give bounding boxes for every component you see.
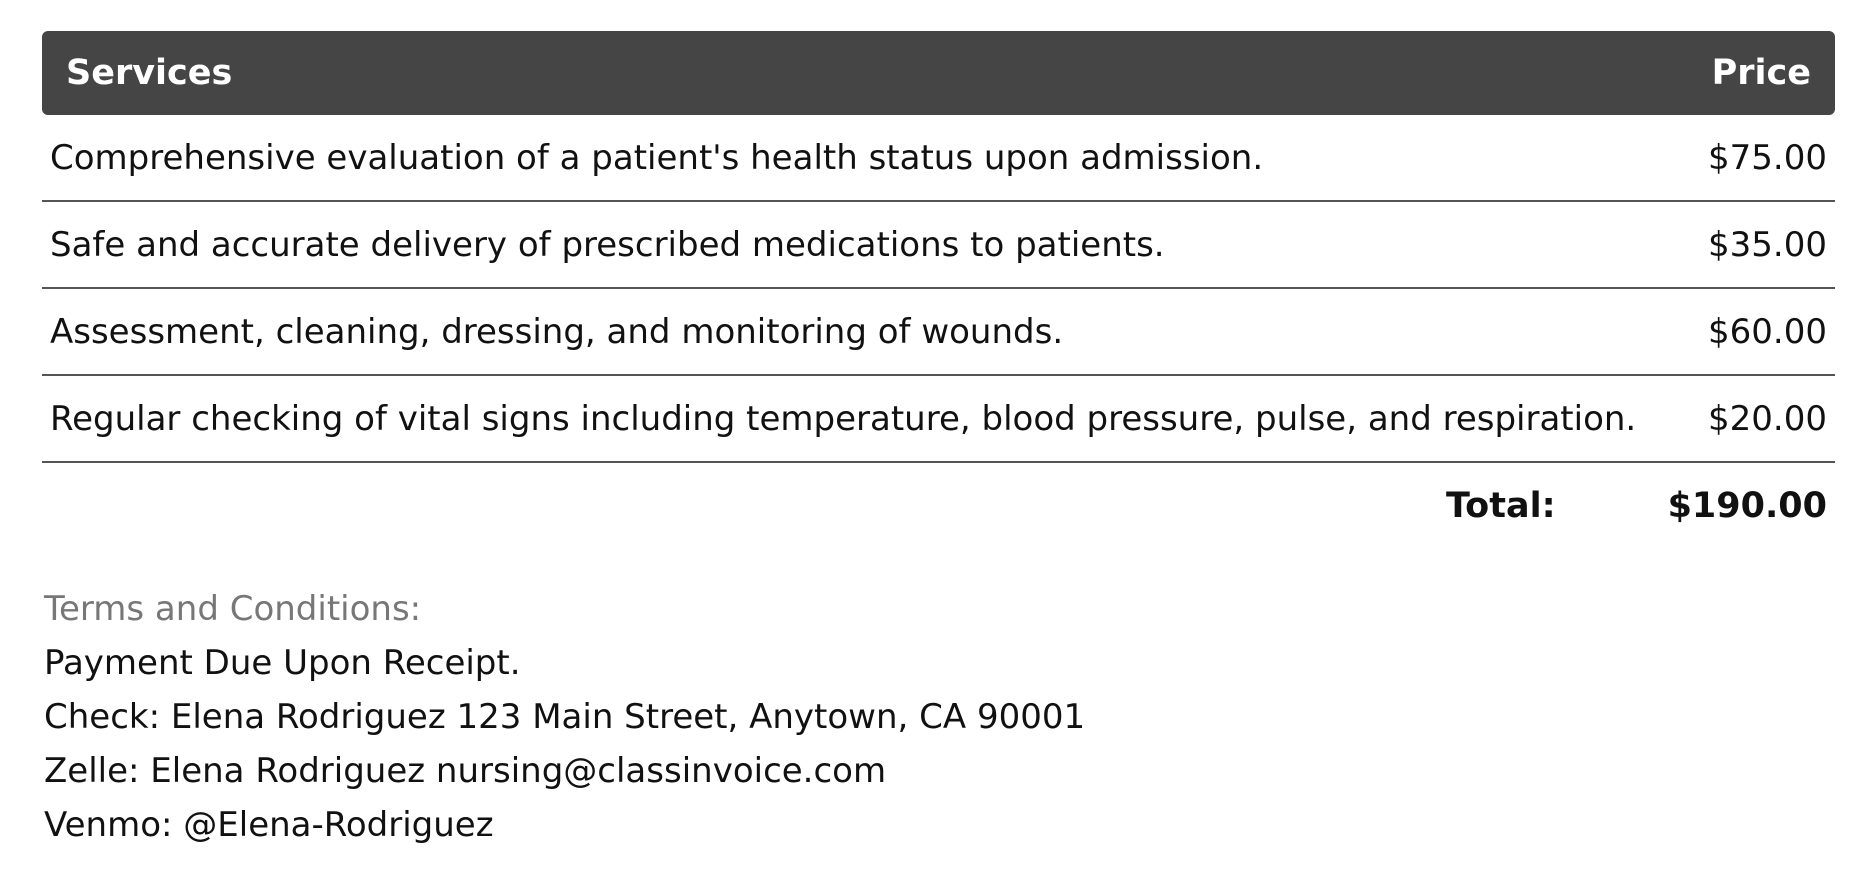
- price-column-header: Price: [1711, 53, 1811, 93]
- table-row: [42, 115, 1835, 202]
- total-value: $190.00: [1667, 486, 1827, 526]
- terms-line-check: Check: Elena Rodriguez 123 Main Street, Anytown, CA 90001: [44, 697, 1086, 737]
- service-price: $20.00: [1708, 398, 1827, 439]
- invoice-services-table: [42, 31, 1835, 549]
- service-description: Assessment, cleaning, dressing, and monitoring of wounds.: [50, 311, 1064, 352]
- service-price: $35.00: [1708, 224, 1827, 265]
- services-column-header: Services: [66, 53, 233, 93]
- service-description: Safe and accurate delivery of prescribed medications to patients.: [50, 224, 1165, 265]
- service-description: Regular checking of vital signs including temperature, blood pressure, pulse, and respiration.: [50, 398, 1637, 439]
- service-description: Comprehensive evaluation of a patient's health status upon admission.: [50, 137, 1264, 178]
- terms-line-payment-due: Payment Due Upon Receipt.: [44, 643, 521, 683]
- table-row: [42, 289, 1835, 376]
- total-row: [42, 463, 1835, 549]
- terms-line-venmo: Venmo: @Elena-Rodriguez: [44, 805, 494, 845]
- table-row: [42, 376, 1835, 463]
- total-label: Total:: [1445, 486, 1556, 526]
- table-header: [42, 31, 1835, 115]
- terms-line-zelle: Zelle: Elena Rodriguez nursing@classinvoice.com: [44, 751, 887, 791]
- service-price: $75.00: [1708, 137, 1827, 178]
- table-row: [42, 202, 1835, 289]
- terms-heading: Terms and Conditions:: [44, 589, 422, 629]
- terms-and-conditions: [44, 582, 1085, 852]
- service-price: $60.00: [1708, 311, 1827, 352]
